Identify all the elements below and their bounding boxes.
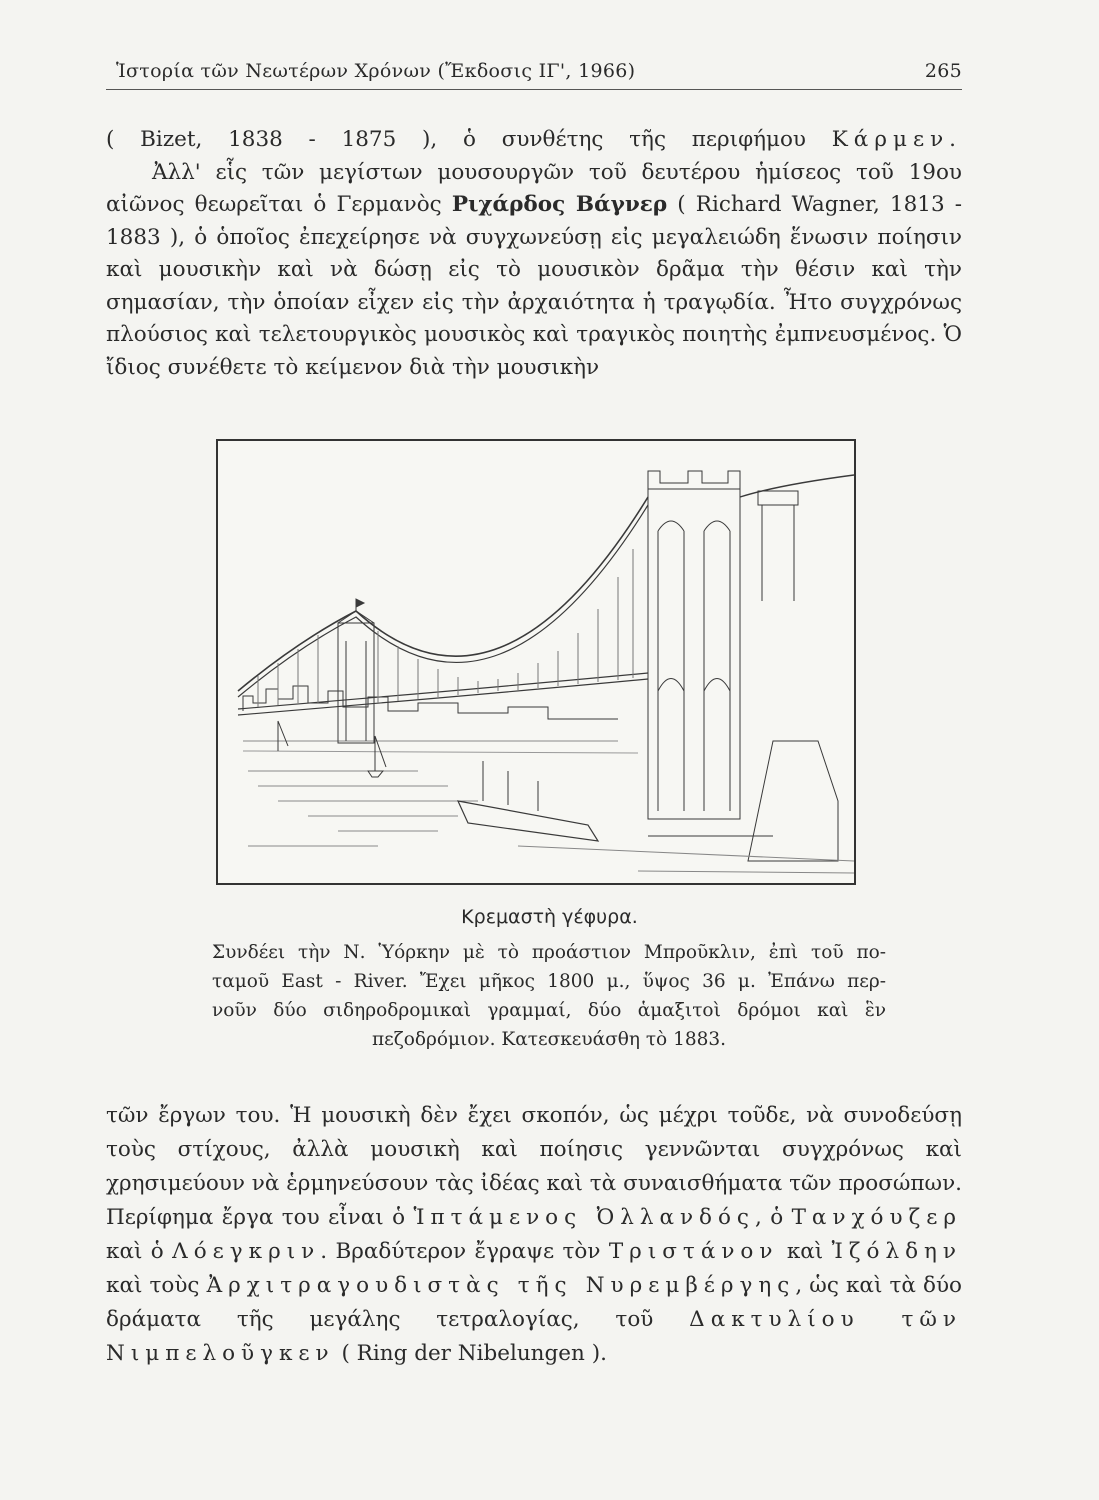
intro-first-line — [106, 124, 962, 157]
body-text-3: καὶ ὁ — [106, 1239, 173, 1264]
work-ring: Δακτυλίου τῶν Νιμπελοῦγκεν — [106, 1307, 962, 1366]
work-tristan: Τριστάνον — [608, 1239, 779, 1264]
body-text — [106, 1099, 962, 1371]
work-isolde: Ἰζόλδην — [831, 1239, 962, 1264]
caption-line: πεζοδρόμιον. Κατεσκευάσθη τὸ 1883. — [371, 1029, 727, 1050]
body-text-5: καὶ — [778, 1239, 832, 1264]
wagner-paragraph — [106, 157, 962, 385]
intro-line1-text: ( Bizet, 1838 - 1875 ), ὁ συνθέτης τῆς περιφήμου — [106, 127, 832, 152]
body-text-1: τῶν ἔργων του. Ἡ μουσικὴ δὲν ἔχει σκοπόν, ὡς μέχρι τοῦδε, νὰ συνοδεύσῃ τοὺς στίχους, ἀλλὰ μουσικὴ καὶ ποίησις γεννῶνται συγχρόνως καὶ χρησιμεύουν νὰ ἑρμηνεύσουν τὰς ἰδέας καὶ τὰ συναισθήματα τῶν προσώπων. Περίφημα ἔργα του εἶναι ὁ — [106, 1103, 962, 1230]
bridge-drawing — [218, 441, 854, 883]
wagner-text-a: Ἀλλ' εἷς τῶν μεγίστων μουσουργῶν τοῦ δευτέρου ἡμίσεος τοῦ 19ου αἰῶνος θεωρεῖται ὁ Γερμανὸς — [106, 159, 962, 217]
body-text-6: καὶ τοὺς — [106, 1273, 207, 1298]
intro-text — [106, 124, 962, 384]
caption-line: ταμοῦ East - River. Ἔχει μῆκος 1800 μ., ὕψος 36 μ. Ἐπάνω περ- — [212, 971, 886, 992]
running-header — [106, 54, 962, 90]
body-text-8: ( Ring der Nibelungen ). — [334, 1341, 607, 1366]
body-text-4: . Βραδύτερον ἔγραψε τὸν — [320, 1239, 609, 1264]
work-tannhauser: Τανχόυζερ — [791, 1205, 962, 1230]
work-meistersinger: Ἀρχιτραγουδιστὰς τῆς Νυρεμβέργης — [206, 1273, 796, 1298]
running-title: Ἱστορία τῶν Νεωτέρων Χρόνων (Ἔκδοσις ΙΓ', 1966) — [116, 60, 636, 82]
work-flying-dutchman: Ἱπτάμενος Ὀλλανδός — [413, 1205, 755, 1230]
header-rule — [106, 89, 962, 90]
figure-caption — [212, 938, 886, 1054]
carmen-title: Κάρμεν. — [831, 127, 962, 152]
bridge-illustration — [216, 439, 856, 885]
body-text-7: , ὡς καὶ τὰ δύο δράματα τῆς μεγάλης τετραλογίας, τοῦ — [106, 1273, 962, 1332]
page-number: 265 — [924, 60, 962, 82]
caption-line: Συνδέει τὴν Ν. Ὑόρκην μὲ τὸ προάστιον Μπροῦκλιν, ἐπὶ τοῦ πο- — [212, 942, 886, 963]
works-paragraph — [106, 1099, 962, 1371]
wagner-text-b: ( Richard Wagner, 1813 - 1883 ), ὁ ὁποῖος ἐπεχείρησε νὰ συγχωνεύσῃ εἰς μεγαλειώδη ἕνωσιν ποίησιν καὶ μουσικὴν καὶ νὰ δώσῃ εἰς τὸ μουσικὸν δρᾶμα τὴν θέσιν καὶ τὴν σημασίαν, τὴν ὁποίαν εἶχεν εἰς τὴν ἀρχαιότητα ἡ τραγῳδία. Ἦτο συγχρόνως πλούσιος καὶ τελετουργικὸς μουσικὸς καὶ τραγικὸς ποιητὴς ἐμπνευσμένος. Ὁ ἴδιος συνέθετε τὸ κείμενον διὰ τὴν μουσικὴν — [106, 192, 963, 380]
figure-caption-title: Κρεμαστὴ γέφυρα. — [461, 906, 638, 928]
work-lohengrin: Λόεγκριν — [172, 1239, 321, 1264]
caption-line: νοῦν δύο σιδηροδρομικαὶ γραμμαί, δύο ἁμαξιτοὶ δρόμοι καὶ ἓν — [212, 1000, 886, 1021]
body-text-2: , ὁ — [754, 1205, 792, 1230]
wagner-name: Ριχάρδος Βάγνερ — [451, 192, 668, 217]
